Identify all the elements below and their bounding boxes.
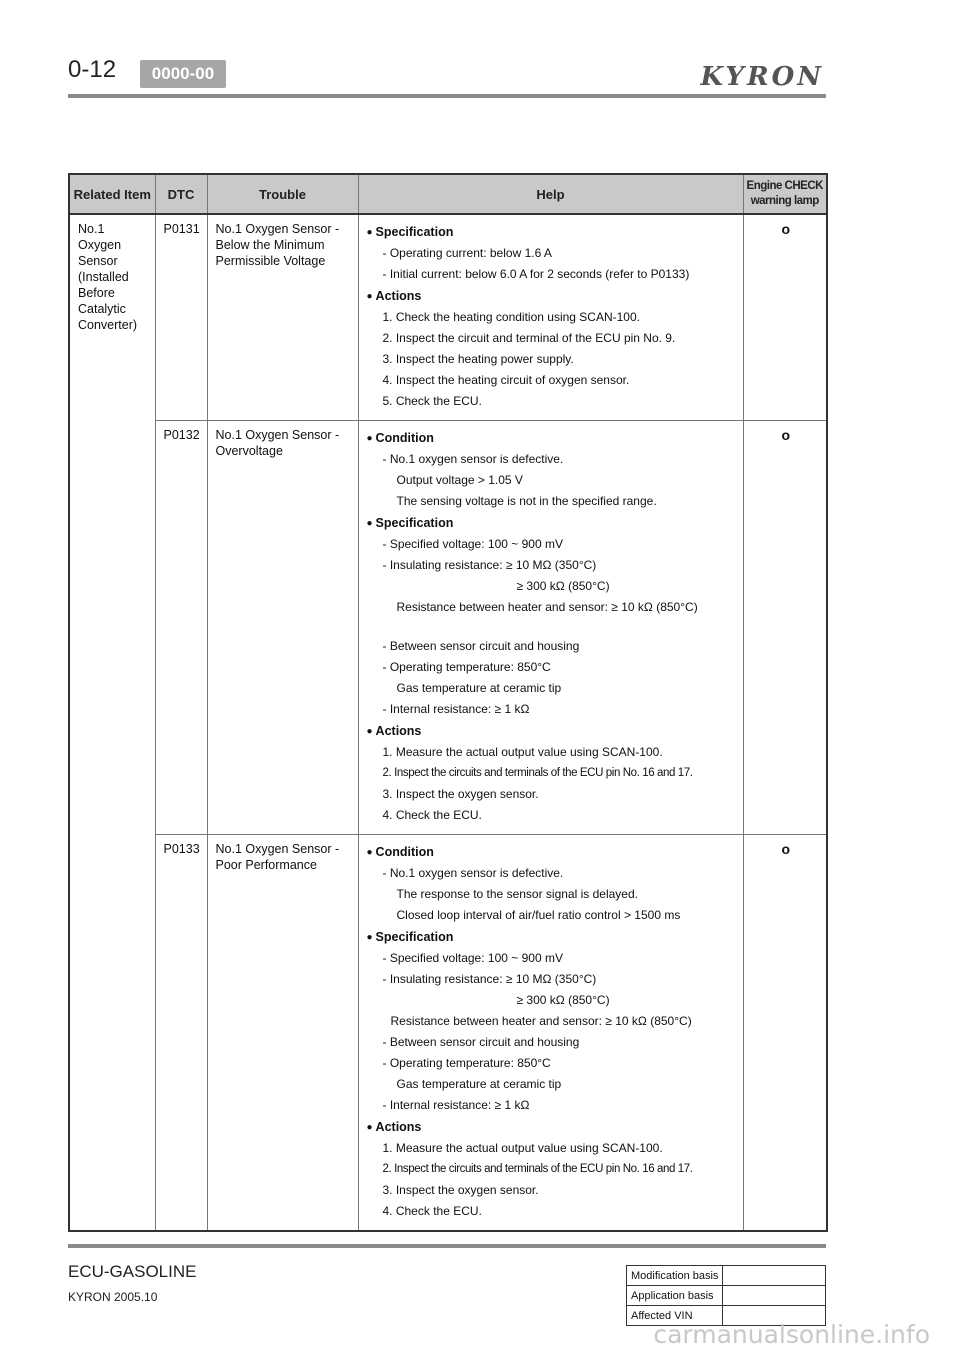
modification-basis-label: Modification basis — [627, 1266, 723, 1286]
trouble-text: No.1 Oxygen Sensor - Below the Minimum Permissible Voltage — [207, 214, 358, 421]
help-line: - Between sensor circuit and housing — [382, 1035, 580, 1049]
help-line: The sensing voltage is not in the specified range. — [396, 494, 657, 508]
help-line: 3. Inspect the heating power supply. — [382, 352, 574, 366]
page-number: 0-12 — [68, 56, 117, 83]
help-line: Gas temperature at ceramic tip — [396, 1077, 562, 1091]
help-line: - Specified voltage: 100 ~ 900 mV — [382, 537, 563, 551]
table-row — [69, 835, 827, 1232]
trouble-text: No.1 Oxygen Sensor - Poor Performance — [207, 835, 358, 1232]
help-line: Resistance between heater and sensor: ≥ 10 kΩ (850°C) — [390, 1014, 692, 1028]
bullet-icon: ● — [366, 433, 373, 444]
table-row — [69, 421, 827, 835]
footer-rule — [68, 1244, 826, 1248]
bullet-icon: ● — [366, 291, 373, 302]
brand-logo: KYRON — [700, 62, 824, 92]
help-line: 1. Measure the actual output value using SCAN-100. — [382, 745, 663, 759]
help-heading-specification: ● Specification — [366, 516, 454, 530]
header-lamp: Engine CHECK warning lamp — [743, 174, 827, 214]
help-cell — [358, 835, 743, 1232]
help-line: 4. Inspect the heating circuit of oxygen sensor. — [382, 373, 630, 387]
help-line: - Operating temperature: 850°C — [382, 660, 551, 674]
help-heading-actions: ● Actions — [366, 1120, 422, 1134]
dtc-code: P0133 — [155, 835, 207, 1232]
header-related-item: Related Item — [69, 174, 155, 214]
help-line: Resistance between heater and sensor: ≥ 10 kΩ (850°C) — [396, 600, 698, 614]
help-line: 3. Inspect the oxygen sensor. — [382, 1183, 539, 1197]
help-line: 3. Inspect the oxygen sensor. — [382, 787, 539, 801]
dtc-table — [68, 173, 828, 1232]
help-heading-specification: ● Specification — [366, 930, 454, 944]
help-line: Output voltage > 1.05 V — [396, 473, 523, 487]
help-line: - Operating temperature: 850°C — [382, 1056, 551, 1070]
lamp-indicator: o — [743, 214, 827, 421]
application-basis-label: Application basis — [627, 1286, 723, 1306]
lamp-indicator: o — [743, 421, 827, 835]
table-row — [69, 214, 827, 421]
help-heading-actions: ● Actions — [366, 724, 422, 738]
related-item-cell: No.1 Oxygen Sensor (Installed Before Catalytic Converter) — [69, 214, 155, 1231]
modification-basis-value — [723, 1266, 826, 1286]
help-line: - Operating current: below 1.6 A — [382, 246, 552, 260]
dtc-code: P0132 — [155, 421, 207, 835]
help-line: - Internal resistance: ≥ 1 kΩ — [382, 702, 530, 716]
help-line: 4. Check the ECU. — [382, 808, 482, 822]
bullet-icon: ● — [366, 932, 373, 943]
help-line: - No.1 oxygen sensor is defective. — [382, 866, 564, 880]
lamp-indicator: o — [743, 835, 827, 1232]
help-line: - Insulating resistance: ≥ 10 MΩ (350°C) — [382, 972, 597, 986]
bullet-icon: ● — [366, 726, 373, 737]
trouble-text: No.1 Oxygen Sensor - Overvoltage — [207, 421, 358, 835]
help-heading-specification: ● Specification — [366, 225, 454, 239]
help-line: 1. Check the heating condition using SCAN-100. — [382, 310, 640, 324]
help-line: 2. Inspect the circuits and terminals of the ECU pin No. 16 and 17. — [382, 767, 693, 779]
section-code-badge: 0000-00 — [140, 60, 226, 88]
bullet-icon: ● — [366, 518, 373, 529]
help-line: 2. Inspect the circuit and terminal of the ECU pin No. 9. — [382, 331, 676, 345]
header-help: Help — [358, 174, 743, 214]
affected-vin-label: Affected VIN — [627, 1306, 723, 1326]
help-line: Closed loop interval of air/fuel ratio control > 1500 ms — [396, 908, 681, 922]
help-heading-condition: ● Condition — [366, 845, 434, 859]
help-line: Gas temperature at ceramic tip — [396, 681, 562, 695]
help-line: 5. Check the ECU. — [382, 394, 482, 408]
help-line: ≥ 300 kΩ (850°C) — [516, 579, 610, 593]
dtc-code: P0131 — [155, 214, 207, 421]
bullet-icon: ● — [366, 227, 373, 238]
help-heading-actions: ● Actions — [366, 289, 422, 303]
help-line: - Initial current: below 6.0 A for 2 seconds (refer to P0133) — [382, 267, 690, 281]
header-rule — [68, 94, 826, 98]
help-line: The response to the sensor signal is delayed. — [396, 887, 638, 901]
help-line: - Specified voltage: 100 ~ 900 mV — [382, 951, 563, 965]
header-trouble: Trouble — [207, 174, 358, 214]
help-cell — [358, 421, 743, 835]
help-heading-condition: ● Condition — [366, 431, 434, 445]
watermark: carmanualsonline.info — [653, 1320, 930, 1349]
bullet-icon: ● — [366, 1122, 373, 1133]
help-cell — [358, 214, 743, 421]
help-line: 1. Measure the actual output value using SCAN-100. — [382, 1141, 663, 1155]
help-line: 4. Check the ECU. — [382, 1204, 482, 1218]
help-line: ≥ 300 kΩ (850°C) — [516, 993, 610, 1007]
bullet-icon: ● — [366, 847, 373, 858]
footer-title: ECU-GASOLINE — [68, 1262, 197, 1281]
modification-table — [626, 1265, 826, 1326]
help-line: - Insulating resistance: ≥ 10 MΩ (350°C) — [382, 558, 597, 572]
help-line: - Between sensor circuit and housing — [382, 639, 580, 653]
header-dtc: DTC — [155, 174, 207, 214]
help-line: 2. Inspect the circuits and terminals of the ECU pin No. 16 and 17. — [382, 1163, 693, 1175]
help-line: - Internal resistance: ≥ 1 kΩ — [382, 1098, 530, 1112]
help-line: - No.1 oxygen sensor is defective. — [382, 452, 564, 466]
table-header-row — [69, 174, 827, 214]
footer-subtitle: KYRON 2005.10 — [68, 1290, 158, 1304]
application-basis-value — [723, 1286, 826, 1306]
